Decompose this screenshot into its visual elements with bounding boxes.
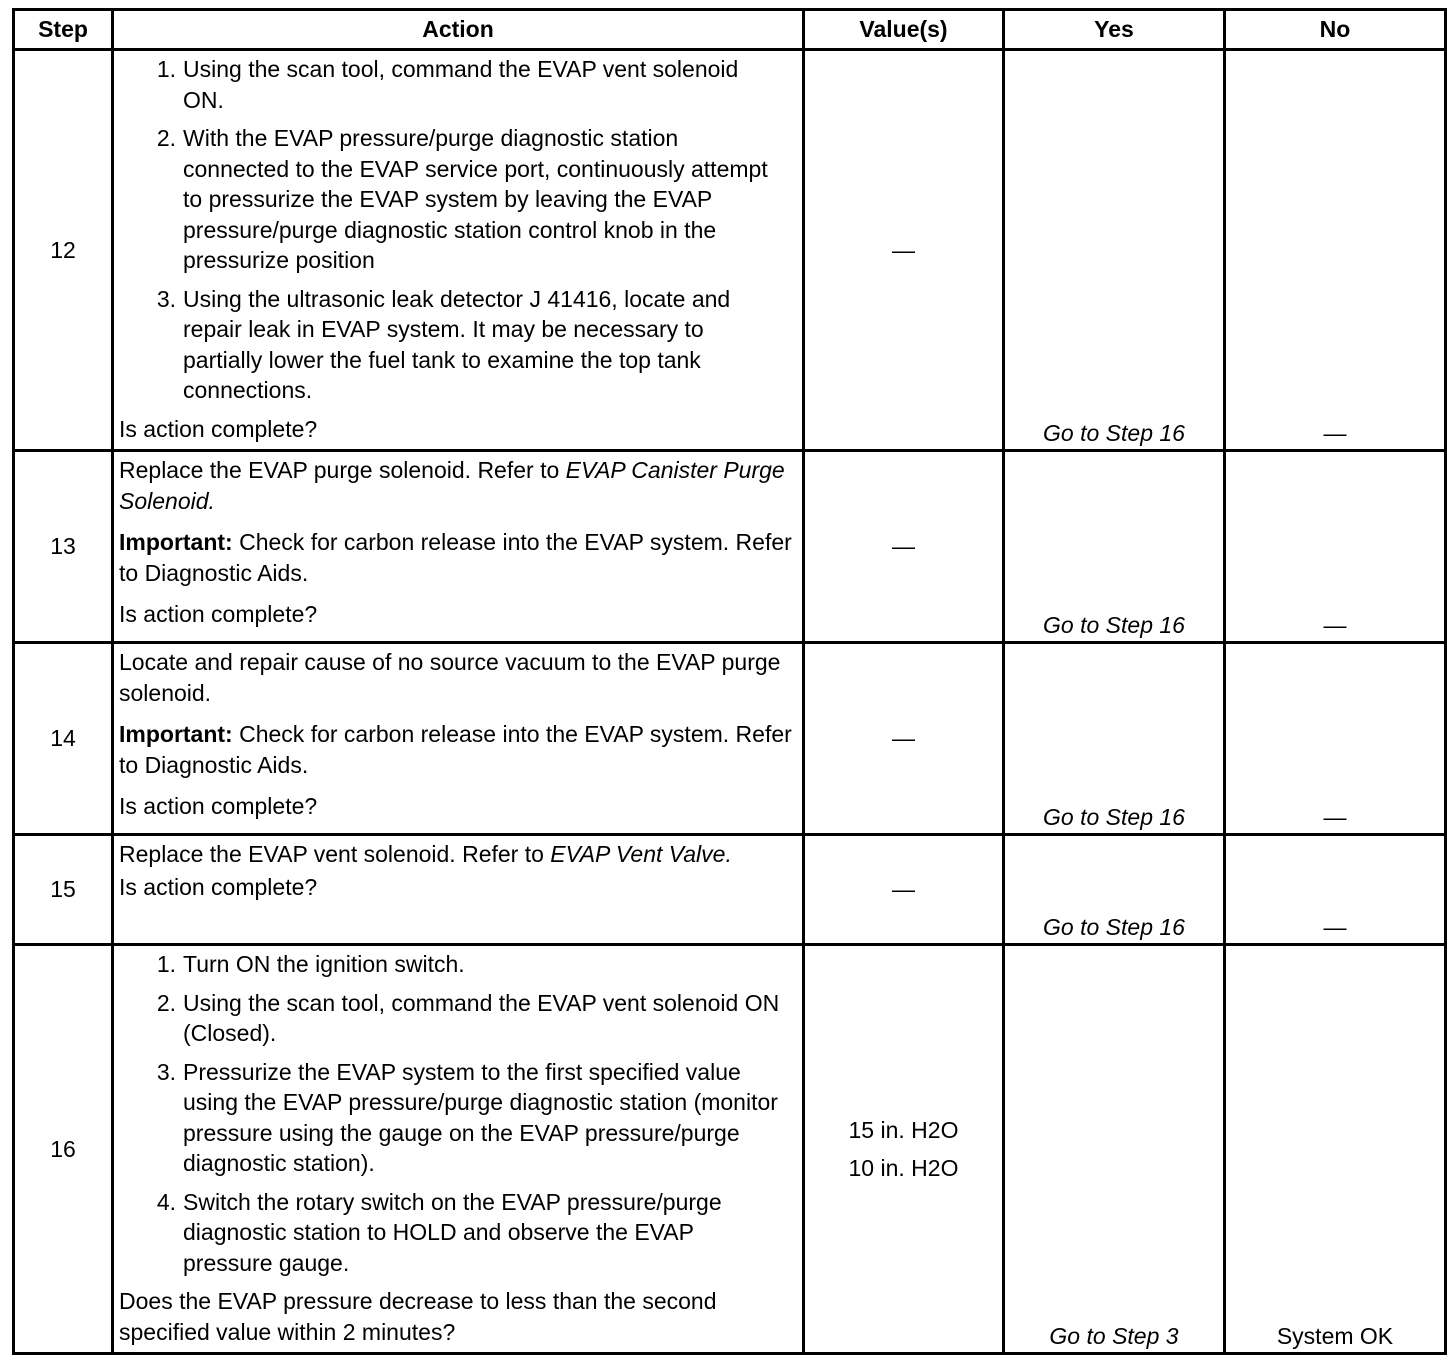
step-number: 16: [14, 945, 113, 1354]
yes-cell: Go to Step 3: [1004, 945, 1225, 1354]
no-cell: —: [1225, 50, 1446, 451]
value-cell: —: [804, 50, 1004, 451]
list-item: 3. Using the ultrasonic leak detector J 41416, locate and repair leak in EVAP system. It may be necessary to partially lower the fuel tank to examine the top tank connections.: [156, 285, 731, 403]
list-item: 3. Pressurize the EVAP system to the first specified value using the EVAP pressure/purge diagnostic station (monitor pressure using the gauge on the EVAP pressure/purge diagnostic station).: [156, 1058, 778, 1176]
step-number: 15: [14, 835, 113, 945]
header-no: No: [1225, 10, 1446, 50]
step-number: 13: [14, 451, 113, 643]
action-question: Is action complete?: [119, 415, 318, 442]
no-cell: —: [1225, 451, 1446, 643]
important-note: Important: Check for carbon release into the EVAP system. Refer to Diagnostic Aids.: [119, 529, 792, 586]
list-item: 2. With the EVAP pressure/purge diagnostic station connected to the EVAP service port, continuously attempt to pressurize the EVAP system by leaving the EVAP pressure/purge diagnostic station control knob in the pressurize position: [156, 125, 768, 273]
list-item: 1. Using the scan tool, command the EVAP vent solenoid ON.: [156, 56, 739, 113]
table-row-step-12: [14, 50, 1446, 451]
table-row-step-16: [14, 945, 1446, 1354]
value-cell: —: [804, 643, 1004, 835]
action-question: Is action complete?: [119, 873, 318, 900]
value-cell: [804, 945, 1004, 1354]
action-cell: [113, 945, 804, 1354]
yes-cell: Go to Step 16: [1004, 50, 1225, 451]
action-question: Is action complete?: [119, 793, 318, 819]
yes-cell: Go to Step 16: [1004, 835, 1225, 945]
action-list: [119, 54, 798, 406]
value-cell: —: [804, 451, 1004, 643]
action-cell: [113, 835, 804, 945]
action-text: Locate and repair cause of no source vacuum to the EVAP purge solenoid.: [119, 649, 781, 706]
action-list: [119, 949, 798, 1278]
action-cell: [113, 50, 804, 451]
important-note: Important: Check for carbon release into the EVAP system. Refer to Diagnostic Aids.: [119, 721, 792, 778]
yes-cell: Go to Step 16: [1004, 643, 1225, 835]
action-cell: [113, 643, 804, 835]
list-item: 2. Using the scan tool, command the EVAP vent solenoid ON (Closed).: [156, 989, 780, 1046]
no-cell: —: [1225, 835, 1446, 945]
step-number: 14: [14, 643, 113, 835]
no-cell: —: [1225, 643, 1446, 835]
list-item: 1. Turn ON the ignition switch.: [156, 951, 465, 977]
action-question: Is action complete?: [119, 601, 318, 627]
action-text: Replace the EVAP purge solenoid. Refer to EVAP Canister Purge Solenoid.: [119, 457, 785, 514]
action-text: Replace the EVAP vent solenoid. Refer to EVAP Vent Valve.: [119, 841, 732, 867]
reference-link: EVAP Vent Valve.: [550, 841, 732, 867]
header-step: Step: [14, 10, 113, 50]
header-action: Action: [113, 10, 804, 50]
header-values: Value(s): [804, 10, 1004, 50]
step-number: 12: [14, 50, 113, 451]
action-cell: [113, 451, 804, 643]
no-cell: System OK: [1225, 945, 1446, 1354]
table-row-step-13: [14, 451, 1446, 643]
table-row-step-15: [14, 835, 1446, 945]
header-row: [14, 10, 1446, 50]
diagnostic-table: [12, 8, 1447, 1355]
value-cell: —: [804, 835, 1004, 945]
table-row-step-14: [14, 643, 1446, 835]
yes-cell: Go to Step 16: [1004, 451, 1225, 643]
reference-link: EVAP Canister Purge Solenoid.: [119, 457, 785, 514]
header-yes: Yes: [1004, 10, 1225, 50]
second-specified-value: 10 in. H2O: [848, 1155, 959, 1181]
action-question: Does the EVAP pressure decrease to less than the second specified value within 2 minutes?: [119, 1288, 717, 1345]
first-specified-value: 15 in. H2O: [848, 1116, 959, 1143]
list-item: 4. Switch the rotary switch on the EVAP pressure/purge diagnostic station to HOLD and observe the EVAP pressure gauge.: [156, 1188, 722, 1276]
